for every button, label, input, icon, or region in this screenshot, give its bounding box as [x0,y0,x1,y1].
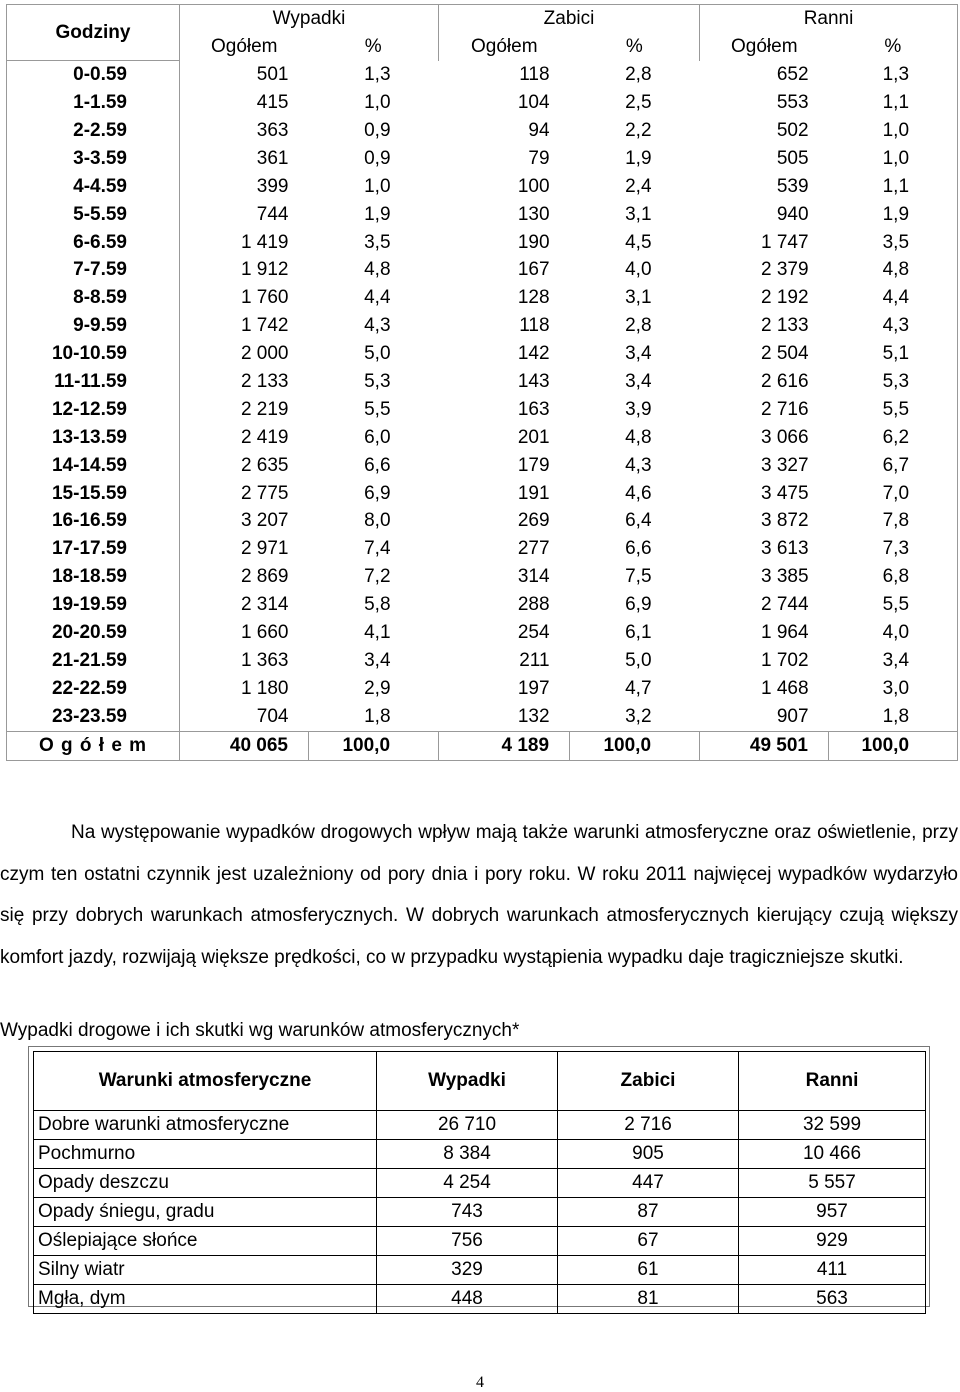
value-cell: 5,0 [625,649,652,671]
hour-cell: 18-18.59 [7,563,180,591]
value-cell: 652 [776,63,809,85]
value-cell: 6,6 [364,454,391,476]
table-row [7,368,958,396]
table-row [7,396,958,424]
value-cell: 2 775 [240,482,289,504]
value-cell: 163 [517,398,550,420]
weather-table-frame [28,1046,930,1307]
value-cell: 288 [517,594,550,616]
value-cell: 539 [776,175,809,197]
condition-cell: Oślepiające słońce [34,1227,377,1256]
table-row [34,1198,926,1227]
value-cell: 1,1 [829,173,958,201]
value-cell: 3 613 [760,538,809,560]
value-cell: 7,5 [625,566,652,588]
value-cell: 2,2 [625,120,652,141]
table-row [7,508,958,536]
value-cell: 756 [377,1227,558,1256]
value-cell: 4,0 [625,259,652,281]
value-cell: 361 [256,147,289,169]
value-cell: 1 702 [760,649,809,671]
value-cell: 4,1 [364,622,391,644]
value-cell: 8,0 [364,510,391,532]
value-cell: 104 [517,92,550,114]
value-cell: 6,9 [364,482,391,504]
value-cell: 1,9 [625,147,652,169]
value-cell: 1,1 [829,89,958,117]
value-cell: 2 635 [240,454,289,476]
value-cell: 4 254 [377,1169,558,1198]
value-cell: 7,3 [829,535,958,563]
value-cell: 2 192 [760,287,809,309]
value-cell: 2 133 [760,315,809,337]
hour-cell: 22-22.59 [7,675,180,703]
value-cell: 3,4 [364,649,391,671]
value-cell: 2 419 [240,426,289,448]
value-cell: 6,9 [625,594,652,616]
hour-cell: 10-10.59 [7,340,180,368]
value-cell: 1 363 [240,649,289,671]
table-row [7,340,958,368]
value-cell: 2 133 [240,371,289,393]
value-cell: 1,0 [364,92,391,114]
value-cell: 2 219 [240,398,289,420]
value-cell: 399 [256,175,289,197]
value-cell: 940 [776,203,809,225]
value-cell: 2 744 [760,594,809,616]
value-cell: 447 [558,1169,739,1198]
value-cell: 907 [776,705,809,727]
value-cell: 2,8 [625,315,652,337]
value-cell: 67 [558,1227,739,1256]
table-row [7,229,958,257]
table-row [7,257,958,285]
value-cell: 3,1 [625,287,652,309]
table-row [7,675,958,703]
condition-cell: Opady deszczu [34,1169,377,1198]
header-ranni: Ranni [739,1052,926,1111]
table-row [34,1285,926,1314]
value-cell: 4,3 [625,454,652,476]
hour-cell: 7-7.59 [7,257,180,285]
value-cell: 5 557 [739,1169,926,1198]
hour-cell: 6-6.59 [7,229,180,257]
value-cell: 3 872 [760,510,809,532]
header-zabici: Zabici [439,5,700,33]
hour-cell: 3-3.59 [7,145,180,173]
total-row [7,731,958,760]
value-cell: 5,5 [829,396,958,424]
table-row [7,535,958,563]
value-cell: 2 616 [760,371,809,393]
value-cell: 128 [517,287,550,309]
table-row [7,619,958,647]
table-row [7,89,958,117]
value-cell: 118 [519,315,550,337]
subheader: % [829,33,958,61]
value-cell: 3,5 [364,231,391,253]
header-godziny: Godziny [7,5,180,61]
hour-cell: 19-19.59 [7,591,180,619]
value-cell: 553 [776,92,809,114]
table-row [7,173,958,201]
value-cell: 10 466 [739,1140,926,1169]
header-wypadki: Wypadki [377,1052,558,1111]
value-cell: 2 716 [558,1111,739,1140]
value-cell: 4,7 [625,677,652,699]
value-cell: 1 747 [760,231,809,253]
value-cell: 6,0 [364,426,391,448]
value-cell: 5,1 [829,340,958,368]
hour-cell: 8-8.59 [7,284,180,312]
table-row [34,1111,926,1140]
hour-cell: 1-1.59 [7,89,180,117]
value-cell: 1,0 [364,175,391,197]
value-cell: 79 [528,147,550,169]
hour-cell: 2-2.59 [7,117,180,145]
value-cell: 1 660 [240,622,289,644]
weather-accidents-table [33,1051,926,1314]
value-cell: 0,9 [364,120,391,141]
condition-cell: Dobre warunki atmosferyczne [34,1111,377,1140]
value-cell: 94 [528,120,550,141]
header-zabici: Zabici [558,1052,739,1111]
hour-cell: 21-21.59 [7,647,180,675]
value-cell: 4,3 [829,312,958,340]
value-cell: 3,4 [625,371,652,393]
table-row [34,1140,926,1169]
value-cell: 201 [517,426,550,448]
value-cell: 1 742 [240,315,289,337]
value-cell: 197 [517,677,550,699]
value-cell: 4,8 [364,259,391,281]
value-cell: 100 [517,175,550,197]
value-cell: 905 [558,1140,739,1169]
value-cell: 4,6 [625,482,652,504]
value-cell: 7,2 [364,566,391,588]
total-value: 4 189 [439,731,570,760]
value-cell: 118 [519,63,550,85]
hour-cell: 23-23.59 [7,703,180,731]
value-cell: 3 475 [760,482,809,504]
hour-cell: 0-0.59 [7,61,180,89]
value-cell: 3,4 [625,343,652,365]
hour-cell: 12-12.59 [7,396,180,424]
value-cell: 5,3 [364,371,391,393]
value-cell: 4,8 [829,257,958,285]
value-cell: 3,1 [625,203,652,225]
hour-cell: 13-13.59 [7,424,180,452]
total-value: 100,0 [829,731,958,760]
header-warunki: Warunki atmosferyczne [34,1052,377,1111]
value-cell: 7,8 [829,508,958,536]
table-row [7,117,958,145]
value-cell: 415 [256,92,289,114]
condition-cell: Silny wiatr [34,1256,377,1285]
header-wypadki: Wypadki [180,5,439,33]
value-cell: 179 [517,454,550,476]
value-cell: 743 [377,1198,558,1227]
condition-cell: Mgła, dym [34,1285,377,1314]
value-cell: 4,8 [625,426,652,448]
value-cell: 1 419 [240,231,289,253]
hour-cell: 17-17.59 [7,535,180,563]
value-cell: 3,2 [625,705,652,727]
total-value: 49 501 [700,731,829,760]
value-cell: 3 066 [760,426,809,448]
value-cell: 5,5 [364,398,391,420]
value-cell: 1,0 [829,117,958,145]
value-cell: 81 [558,1285,739,1314]
value-cell: 2 000 [240,343,289,365]
value-cell: 1,0 [829,145,958,173]
hour-cell: 14-14.59 [7,452,180,480]
table-row [7,703,958,731]
value-cell: 2,5 [625,92,652,114]
value-cell: 3,0 [829,675,958,703]
value-cell: 0,9 [364,147,391,169]
value-cell: 277 [517,538,550,560]
total-label: O g ó ł e m [7,731,180,760]
body-paragraph-text: Na występowanie wypadków drogowych wpływ mają także warunki atmosferyczne oraz oświetlenie, przy czym ten ostatni czynnik jest uzależniony od pory dnia i pory roku. W roku 2011 najwięcej wypadków wydarzyło się przy dobrych warunkach atmosferycznych. W dobrych warunkach atmosferycznych kierujący czują większy komfort jazdy, rozwijają większe prędkości, co w przypadku wystąpienia wypadku daje tragiczniejsze skutki. [0,822,958,968]
table-row [34,1227,926,1256]
value-cell: 26 710 [377,1111,558,1140]
value-cell: 32 599 [739,1111,926,1140]
table-row [7,424,958,452]
value-cell: 5,5 [829,591,958,619]
value-cell: 269 [517,510,550,532]
value-cell: 6,8 [829,563,958,591]
value-cell: 3,5 [829,229,958,257]
total-value: 100,0 [309,731,439,760]
value-cell: 4,0 [829,619,958,647]
hour-cell: 16-16.59 [7,508,180,536]
value-cell: 6,6 [625,538,652,560]
value-cell: 4,5 [625,231,652,253]
value-cell: 2 971 [240,538,289,560]
value-cell: 132 [517,705,550,727]
table-row [34,1256,926,1285]
value-cell: 5,0 [364,343,391,365]
value-cell: 6,4 [625,510,652,532]
table-row [7,284,958,312]
value-cell: 130 [517,203,550,225]
value-cell: 1,8 [364,705,391,727]
hour-cell: 20-20.59 [7,619,180,647]
hour-cell: 4-4.59 [7,173,180,201]
value-cell: 6,7 [829,452,958,480]
value-cell: 3,9 [625,398,652,420]
value-cell: 744 [256,203,289,225]
value-cell: 501 [256,63,289,85]
value-cell: 1,9 [364,203,391,225]
condition-cell: Pochmurno [34,1140,377,1169]
value-cell: 61 [558,1256,739,1285]
value-cell: 211 [519,649,550,671]
value-cell: 87 [558,1198,739,1227]
table-row [7,563,958,591]
value-cell: 1 912 [240,259,289,281]
header-ranni: Ranni [700,5,958,33]
total-value: 100,0 [570,731,700,760]
value-cell: 929 [739,1227,926,1256]
value-cell: 7,4 [364,538,391,560]
hourly-accidents-table [6,4,958,761]
value-cell: 2 314 [240,594,289,616]
value-cell: 4,3 [364,315,391,337]
value-cell: 363 [256,120,289,141]
value-cell: 2 716 [760,398,809,420]
value-cell: 4,4 [364,287,391,309]
value-cell: 1 180 [240,677,289,699]
subheader: Ogółem [180,33,309,61]
value-cell: 190 [517,231,550,253]
value-cell: 1 964 [760,622,809,644]
condition-cell: Opady śniegu, gradu [34,1198,377,1227]
hour-cell: 15-15.59 [7,480,180,508]
subheader: Ogółem [700,33,829,61]
value-cell: 2,8 [625,63,652,85]
value-cell: 4,4 [829,284,958,312]
table-row [7,61,958,89]
value-cell: 254 [517,622,550,644]
table-row [7,145,958,173]
value-cell: 3 207 [240,510,289,532]
value-cell: 142 [517,343,550,365]
table-row [34,1169,926,1198]
value-cell: 1 760 [240,287,289,309]
table-row [7,480,958,508]
value-cell: 1,3 [364,63,391,85]
value-cell: 2,4 [625,175,652,197]
value-cell: 7,0 [829,480,958,508]
table-row [7,312,958,340]
value-cell: 1,8 [829,703,958,731]
value-cell: 6,1 [625,622,652,644]
value-cell: 314 [517,566,550,588]
value-cell: 2 379 [760,259,809,281]
page-number: 4 [476,1374,484,1391]
value-cell: 167 [517,259,550,281]
value-cell: 2,9 [364,677,391,699]
value-cell: 704 [256,705,289,727]
value-cell: 329 [377,1256,558,1285]
table-row [7,452,958,480]
hour-cell: 9-9.59 [7,312,180,340]
value-cell: 6,2 [829,424,958,452]
value-cell: 563 [739,1285,926,1314]
total-value: 40 065 [180,731,309,760]
subheader: Ogółem [439,33,570,61]
body-paragraph [0,812,958,978]
hour-cell: 11-11.59 [7,368,180,396]
value-cell: 3 385 [760,566,809,588]
value-cell: 502 [776,120,809,141]
value-cell: 191 [517,482,550,504]
value-cell: 448 [377,1285,558,1314]
value-cell: 1,9 [829,201,958,229]
subheader: % [364,35,382,57]
value-cell: 1,3 [829,61,958,89]
value-cell: 505 [776,147,809,169]
table2-caption: Wypadki drogowe i ich skutki wg warunków atmosferycznych* [0,1020,520,1041]
subheader: % [625,35,643,57]
value-cell: 5,8 [364,594,391,616]
table-row [7,201,958,229]
value-cell: 2 504 [760,343,809,365]
value-cell: 143 [517,371,550,393]
value-cell: 957 [739,1198,926,1227]
value-cell: 3 327 [760,454,809,476]
value-cell: 1 468 [760,677,809,699]
value-cell: 411 [739,1256,926,1285]
value-cell: 2 869 [240,566,289,588]
value-cell: 8 384 [377,1140,558,1169]
value-cell: 5,3 [829,368,958,396]
table-row [7,647,958,675]
value-cell: 3,4 [829,647,958,675]
hour-cell: 5-5.59 [7,201,180,229]
table-row [7,591,958,619]
